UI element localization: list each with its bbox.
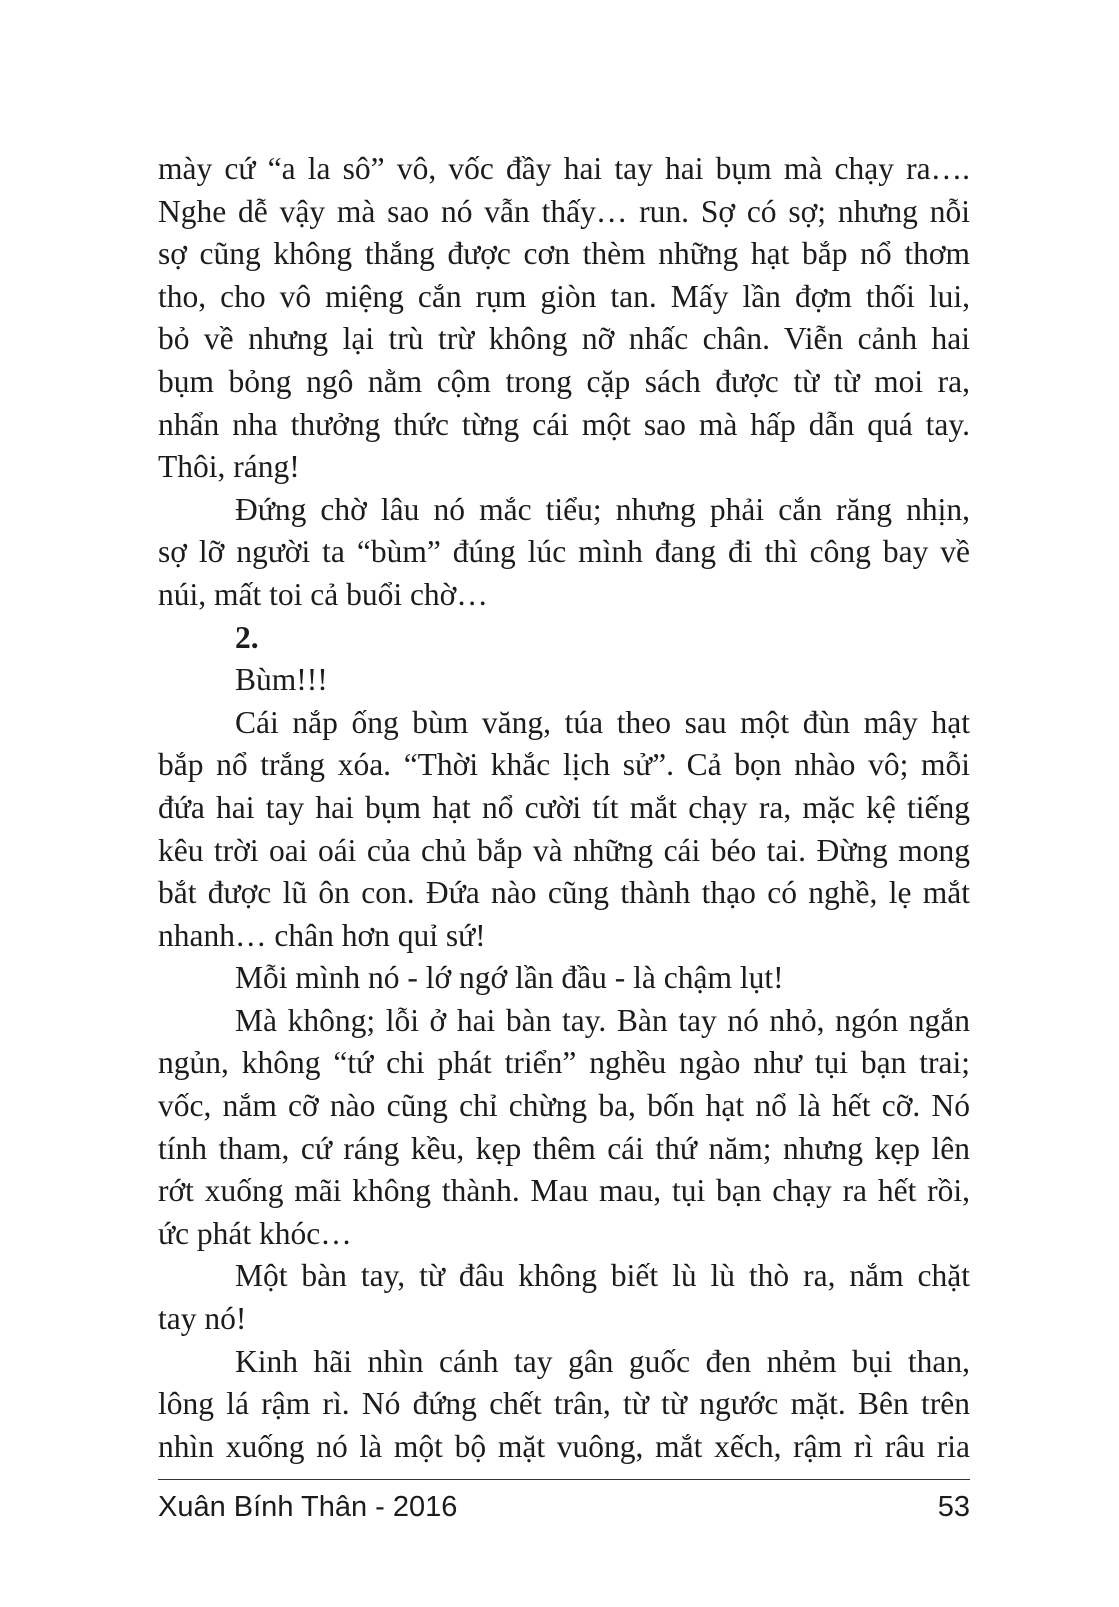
text-line: đứa hai tay hai bụm hạt nổ cười tít mắt chạy ra, mặc kệ tiếng <box>158 789 970 825</box>
text-line: núi, mất toi cả buổi chờ… <box>158 576 488 612</box>
text-line: sợ lỡ người ta “bùm” đúng lúc mình đang đi thì công bay về <box>158 534 970 570</box>
text-line: Kinh hãi nhìn cánh tay gân guốc đen nhẻm bụi than, <box>235 1343 970 1379</box>
text-line: Nghe dễ vậy mà sao nó vẫn thấy… run. Sợ có sợ; nhưng nỗi <box>158 193 970 229</box>
text-line: sợ cũng không thắng được cơn thèm những hạt bắp nổ thơm <box>158 236 970 272</box>
text-line: vốc, nắm cỡ nào cũng chỉ chừng ba, bốn hạt nổ là hết cỡ. Nó <box>158 1088 970 1124</box>
text-line: rớt xuống mãi không thành. Mau mau, tụi bạn chạy ra hết rồi, <box>158 1173 970 1209</box>
text-line: tho, cho vô miệng cắn rụm giòn tan. Mấy lần đợm thối lui, <box>158 278 970 314</box>
text-line: Thôi, ráng! <box>158 449 300 485</box>
text-line: mày cứ “a la sô” vô, vốc đầy hai tay hai bụm mà chạy ra…. <box>158 151 970 186</box>
footer-divider <box>158 1479 970 1480</box>
text-line: bắt được lũ ôn con. Đứa nào cũng thành thạo có nghề, lẹ mắt <box>158 875 970 911</box>
text-line: lông lá rậm rì. Nó đứng chết trân, từ từ ngước mặt. Bên trên <box>158 1386 970 1422</box>
text-line: nhanh… chân hơn quỉ sứ! <box>158 917 486 953</box>
text-line: bụm bỏng ngô nằm cộm trong cặp sách được từ từ moi ra, <box>158 363 970 399</box>
page-number: 53 <box>937 1491 970 1523</box>
text-line: Mỗi mình nó - lớ ngớ lần đầu - là chậm lụt! <box>235 960 784 996</box>
text-line: Bùm!!! <box>235 662 328 698</box>
text-line: tính tham, cứ ráng kều, kẹp thêm cái thứ năm; nhưng kẹp lên <box>158 1130 970 1166</box>
text-line: tay nó! <box>158 1301 247 1337</box>
text-line: Cái nắp ống bùm văng, túa theo sau một đùn mây hạt <box>235 704 970 740</box>
page-footer <box>158 1484 970 1530</box>
page-body <box>158 148 970 1468</box>
text-line: bỏ về nhưng lại trù trừ không nỡ nhấc chân. Viễn cảnh hai <box>158 321 970 357</box>
text-line: ngủn, không “tứ chi phát triển” nghều ngào như tụi bạn trai; <box>158 1045 970 1081</box>
text-line: nhẩn nha thưởng thức từng cái một sao mà hấp dẫn quá tay. <box>158 406 970 442</box>
text-line: nhìn xuống nó là một bộ mặt vuông, mắt xếch, rậm rì râu ria <box>158 1428 970 1464</box>
text-line: ức phát khóc… <box>158 1215 352 1251</box>
text-line: bắp nổ trắng xóa. “Thời khắc lịch sử”. Cả bọn nhào vô; mỗi <box>158 747 970 783</box>
text-line: Một bàn tay, từ đâu không biết lù lù thò ra, nắm chặt <box>235 1258 970 1294</box>
footer-title: Xuân Bính Thân - 2016 <box>158 1491 458 1523</box>
text-line: kêu trời oai oái của chủ bắp và những cái béo tai. Đừng mong <box>158 832 970 868</box>
text-line: Đứng chờ lâu nó mắc tiểu; nhưng phải cắn răng nhịn, <box>235 491 970 527</box>
section-heading: 2. <box>235 619 259 655</box>
text-line: Mà không; lỗi ở hai bàn tay. Bàn tay nó nhỏ, ngón ngắn <box>235 1002 970 1038</box>
